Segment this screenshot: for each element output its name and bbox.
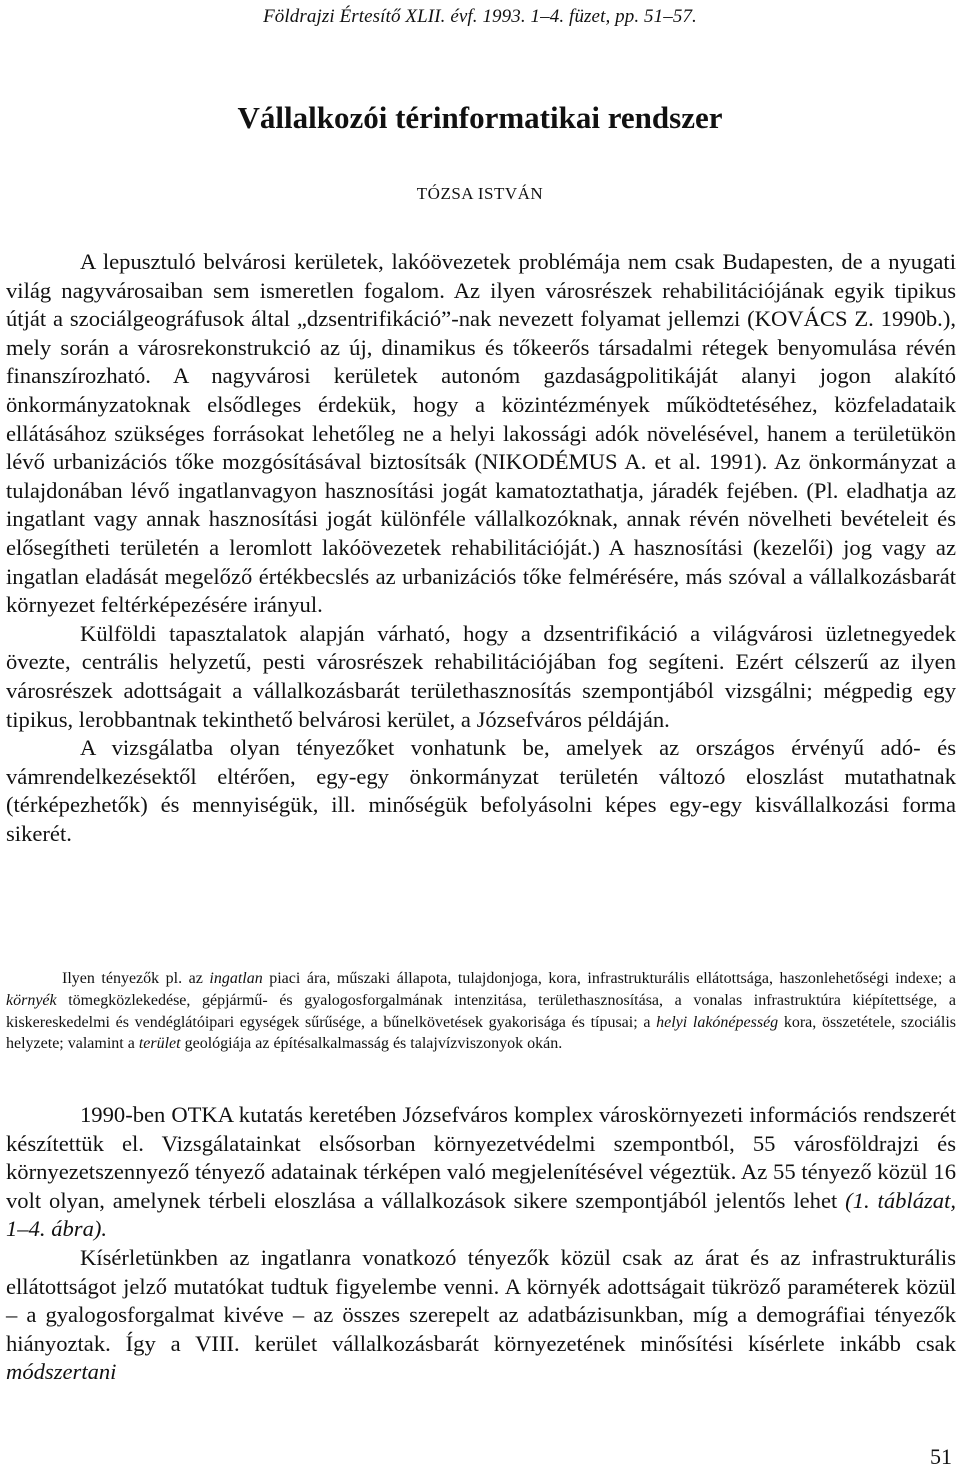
body-text-bottom [6, 1101, 956, 1387]
article-author: TÓZSA ISTVÁN [416, 184, 544, 203]
small-print-note [6, 968, 956, 1055]
paragraph-foreign-experience: Külföldi tapasztalatok alapján várható, hogy a dzsentrifikáció a világvárosi üzletnegyedek övezte, centrális helyzetű, pesti városrészek rehabilitációjában fog segíteni. Ezért célszerű az ilyen városrészek adottságait a vállalkozásbarát területhasznosítás szempontjából vizsgálni; mégpedig egy tipikus, lerobbantnak tekinthető belvárosi kerület, a Józsefváros példáján. [6, 620, 956, 732]
body-text-top [6, 248, 956, 848]
note-text-1: Ilyen tényezők pl. az [62, 970, 210, 987]
table-figure-reference: (1. táblázat, 1–4. ábra). [6, 1187, 957, 1242]
note-term-terulet: terület [138, 1035, 181, 1053]
article-title: Vállalkozói térinformatikai rendszer [237, 100, 723, 135]
paragraph-experiment-text: Kísérletünkben az ingatlanra vonatkozó tényezők közül csak az árat és az infrastrukturális ellátottságot jelző mutatókat tudtuk figyelembe venni. A környék adottságait tükröző paraméterek közül – a gyalogosforgalmat kivéve – az összes szerepelt az adatbázisunkban, míg a demográfiai tényezők hiányoztak. Így a VIII. kerület vállalkozásbarát környezetének minősítési kísérlete inkább csak [6, 1244, 956, 1356]
paragraph-otka-text: 1990-ben OTKA kutatás keretében Józsefváros komplex városkörnyezeti információs rendszerét készítettük el. Vizsgálatainkat elsősorban környezetvédelmi szempontból, 55 városföldrajzi és környezetszennyező tényező adatainak térképen való megjelenítésével végeztük. Az 55 tényező közül 16 volt olyan, amelynek térbeli eloszlása a vállalkozások sikere szempontjából jelentős lehet [6, 1102, 956, 1213]
note-text-2: piaci ára, műszaki állapota, tulajdonjoga, kora, infrastrukturális ellátottsága, haszonlehetőségi indexe; a [262, 970, 957, 987]
paragraph-intro: A lepusztuló belvárosi kerületek, lakóövezetek problémája nem csak Budapesten, de a nyugati világ nagyvárosaiban sem ismeretlen fogalom. Az ilyen városrészek rehabilitációjának egyik tipikus útját a szociálgeográfusok által „dzsentrifikáció”-nak nevezett folyamat jellemzi (KOVÁCS Z. 1990b.), mely során a városrekonstrukció az új, dinamikus és tőkeerős társadalmi rétegek benyomulása révén finanszírozható. A nagyvárosi kerületek autonóm gazdaságpolitikáját alanyi jogon alakító önkormányzatoknak elsődleges érdekük, hogy a közintézmények működtetéséhez, közfeladataik ellátásához szükséges forrásokat lehetőleg ne a helyi lakossági adók növelésével, hanem a területükön lévő urbanizációs tőke mozgósításával biztosítsák (NIKODÉMUS A. et al. 1991). Az önkormányzat a tulajdonában lévő ingatlanvagyon hasznosítási jogát kamatoztathatja, járadék fejében. (Pl. eladhatja az ingatlant vagy annak hasznosítási jogát különféle vállalkozóknak, annak révén növelheti bevételeit és elősegítheti területén a leromlott lakóövezetek rehabilitációját.) A hasznosítási (kezelői) jog vagy az ingatlan eladását megelőző értékbecslés az urbanizációs tőke felmérésére, más szóval a vállalkozásbarát környezet feltérképezésére irányul. [6, 249, 956, 618]
note-text-3: tömegközlekedése, gépjármű- és gyalogosforgalmának intenzitása, területhasznosítása, a vonalas infrastruktúra kiépítettsége, a kiskereskedelmi és vendéglátóipari egységek sűrűsége, a bűnelkövetések gyakorisága és típusai; a [6, 991, 956, 1031]
paragraph-otka [6, 1101, 956, 1244]
note-term-kornyek: környék [6, 991, 57, 1009]
note-term-lakonepesseg: helyi lakónépesség [656, 1013, 779, 1031]
note-text-5: geológiája az építésalkalmasság és talajvízviszonyok okán. [180, 1035, 563, 1053]
note-term-ingatlan: ingatlan [209, 970, 263, 987]
page-number: 51 [930, 1444, 952, 1469]
paragraph-experiment-end: módszertani [6, 1359, 117, 1385]
journal-citation-header: Földrajzi Értesítő XLII. évf. 1993. 1–4. füzet, pp. 51–57. [263, 6, 697, 27]
paragraph-factors: A vizsgálatba olyan tényezőket vonhatunk be, amelyek az országos érvényű adó- és vámrendelkezésektől eltérően, egy-egy önkormányzat területén változó eloszlást mutathatnak (térképezhetők) és mennyiségük, ill. minőségük befolyásolni képes egy-egy kisvállalkozási forma sikerét. [6, 735, 956, 846]
paragraph-experiment [6, 1244, 956, 1387]
note-text-4: kora, összetétele, szociális helyzete; valamint a [6, 1013, 957, 1053]
note-paragraph [6, 968, 956, 1055]
